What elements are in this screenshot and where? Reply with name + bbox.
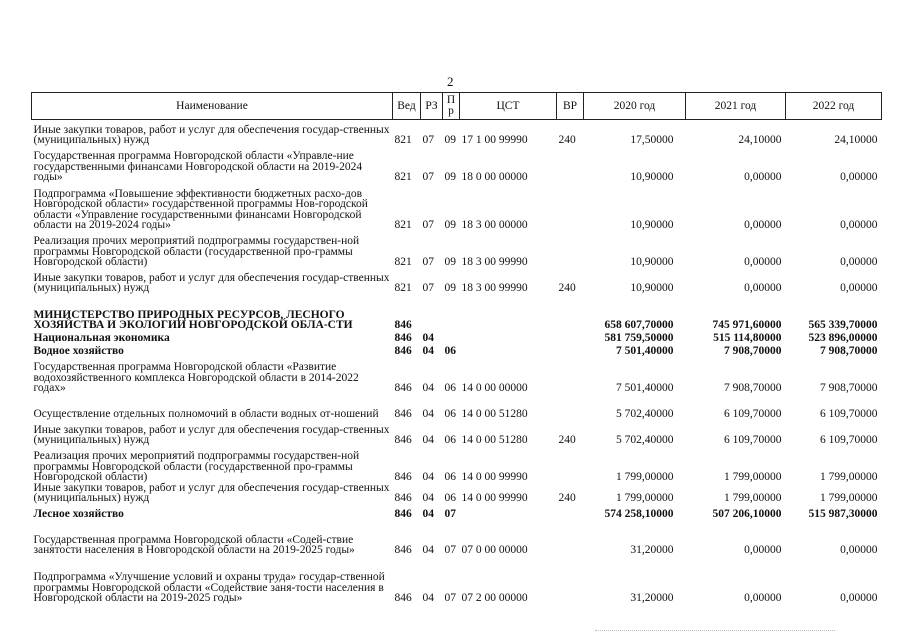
table-cell-ved: 846 <box>394 508 412 520</box>
header-2021: 2021 год <box>686 93 786 120</box>
table-cell-2020: 574 258,10000 <box>604 508 674 520</box>
table-header-row <box>32 93 882 120</box>
table-cell-cst <box>460 504 557 520</box>
table-cell-2022: 6 109,70000 <box>820 408 878 420</box>
table-cell-2020: 31,20000 <box>630 544 674 556</box>
table-cell-vr: 240 <box>558 434 576 446</box>
table-cell-2021: 0,00000 <box>744 171 782 183</box>
table-cell-cst: 14 0 00 00000 <box>461 382 528 394</box>
table-cell-pr: 09 <box>444 171 456 183</box>
table-cell-2022: 523 896,00000 <box>808 332 878 344</box>
table-cell-2022: 0,00000 <box>840 171 878 183</box>
table-cell-2020: 5 702,40000 <box>616 434 674 446</box>
table-cell-name: Государственная программа Новгородской области «Управле-ние государственными финансами Новгородской области на 2019-2024 годы» <box>33 150 363 183</box>
table-row <box>32 331 882 344</box>
table-cell-name: Лесное хозяйство <box>33 508 124 520</box>
table-cell-vr <box>557 357 584 394</box>
table-cell-ved: 821 <box>394 219 412 231</box>
table-cell-2022: 24,10000 <box>834 134 878 146</box>
table-cell-2020: 31,20000 <box>630 592 674 604</box>
header-2022: 2022 год <box>786 93 882 120</box>
table-cell-ved: 846 <box>394 592 412 604</box>
header-ved: Вед <box>393 93 421 120</box>
table-row <box>32 446 882 483</box>
table-cell-rz: 07 <box>422 219 434 231</box>
table-cell-2020: 5 702,40000 <box>616 408 674 420</box>
table-cell-vr <box>557 394 584 420</box>
table-cell-2021: 24,10000 <box>738 134 782 146</box>
table-cell-2020: 581 759,50000 <box>604 332 674 344</box>
table-cell-rz: 04 <box>422 508 434 520</box>
table-cell-vr: 240 <box>558 282 576 294</box>
table-cell-cst: 14 0 00 51280 <box>461 434 528 446</box>
header-name: Наименование <box>32 93 393 120</box>
table-cell-pr: 06 <box>444 408 456 420</box>
table-cell-rz: 07 <box>422 256 434 268</box>
table-cell-ved: 846 <box>394 332 412 344</box>
table-cell-rz: 07 <box>422 171 434 183</box>
table-cell-cst <box>460 294 557 331</box>
table-cell-name: Национальная экономика <box>33 332 170 344</box>
table-cell-ved: 846 <box>394 492 412 504</box>
header-cst: ЦСТ <box>460 93 557 120</box>
table-cell-ved: 821 <box>394 134 412 146</box>
table-cell-2021: 0,00000 <box>744 219 782 231</box>
table-row <box>32 504 882 520</box>
table-cell-2020: 1 799,00000 <box>616 492 674 504</box>
table-cell-name: Реализация прочих мероприятий подпрограммы государствен-ной программы Новгородской области (государственной про-граммы Новгородской области) <box>33 235 360 268</box>
table-cell-rz: 04 <box>422 382 434 394</box>
table-cell-pr: 06 <box>444 492 456 504</box>
table-cell-name: Иные закупки товаров, работ и услуг для обеспечения государ-ственных (муниципальных) нужд <box>33 423 390 446</box>
table-cell-vr <box>557 446 584 483</box>
page-number: 2 <box>447 74 454 89</box>
table-cell-name: Иные закупки товаров, работ и услуг для обеспечения государ-ственных (муниципальных) нужд <box>33 123 390 146</box>
table-cell-ved: 846 <box>394 382 412 394</box>
table-cell-cst: 14 0 00 51280 <box>461 408 528 420</box>
table-cell-rz: 04 <box>422 332 434 344</box>
table-cell-rz: 04 <box>422 408 434 420</box>
table-cell-ved: 846 <box>394 471 412 483</box>
table-cell-2021: 0,00000 <box>744 256 782 268</box>
table-cell-vr <box>557 331 584 344</box>
table-cell-name: Иные закупки товаров, работ и услуг для обеспечения государ-ственных (муниципальных) нужд <box>33 481 390 504</box>
table-cell-rz: 04 <box>422 471 434 483</box>
table-row <box>32 120 882 146</box>
table-cell-cst <box>460 331 557 344</box>
table-cell-vr: 240 <box>558 134 576 146</box>
table-cell-vr <box>557 183 584 231</box>
table-cell-2021: 515 114,80000 <box>713 332 782 344</box>
table-row <box>32 520 882 556</box>
table-cell-ved: 846 <box>394 345 412 357</box>
table-row <box>32 268 882 294</box>
table-cell-2020: 10,90000 <box>630 171 674 183</box>
table-cell-2021: 745 971,60000 <box>712 319 782 331</box>
table-cell-vr <box>557 556 584 604</box>
table-cell-cst: 07 2 00 00000 <box>461 592 528 604</box>
table-cell-cst: 14 0 00 99990 <box>461 471 528 483</box>
table-cell-ved: 821 <box>394 171 412 183</box>
table-cell-cst: 14 0 00 99990 <box>461 492 528 504</box>
table-row <box>32 357 882 394</box>
table-cell-ved: 846 <box>394 408 412 420</box>
table-cell-rz: 04 <box>422 492 434 504</box>
table-cell-ved: 846 <box>394 434 412 446</box>
table-cell-2021: 0,00000 <box>744 282 782 294</box>
table-cell-cst <box>460 344 557 357</box>
header-pr <box>443 93 460 120</box>
table-cell-2020: 7 501,40000 <box>616 345 674 357</box>
table-cell-pr <box>443 294 460 331</box>
table-cell-2022: 1 799,00000 <box>820 471 878 483</box>
table-row <box>32 294 882 331</box>
table-cell-pr: 06 <box>444 345 456 357</box>
table-cell-2022: 0,00000 <box>840 219 878 231</box>
table-row <box>32 394 882 420</box>
table-cell-2022: 565 339,70000 <box>808 319 878 331</box>
table-cell-rz: 07 <box>422 282 434 294</box>
table-cell-cst: 07 0 00 00000 <box>461 544 528 556</box>
table-cell-vr <box>557 231 584 268</box>
table-cell-ved: 821 <box>394 282 412 294</box>
table-cell-name: Иные закупки товаров, работ и услуг для обеспечения государ-ственных (муниципальных) нужд <box>33 271 390 294</box>
table-cell-rz: 04 <box>422 345 434 357</box>
table-cell-cst: 17 1 00 99990 <box>461 134 528 146</box>
table-cell-2020: 10,90000 <box>630 282 674 294</box>
header-vr: ВР <box>557 93 584 120</box>
table-cell-pr: 09 <box>444 219 456 231</box>
table-cell-cst: 18 3 00 99990 <box>461 282 528 294</box>
scan-artifact <box>595 630 835 634</box>
table-cell-vr: 240 <box>558 492 576 504</box>
table-cell-2022: 1 799,00000 <box>820 492 878 504</box>
table-cell-pr: 07 <box>444 544 456 556</box>
table-cell-2021: 1 799,00000 <box>724 492 782 504</box>
table-cell-rz: 04 <box>422 544 434 556</box>
table-cell-pr: 06 <box>444 434 456 446</box>
table-cell-2020: 7 501,40000 <box>616 382 674 394</box>
table-cell-2021: 0,00000 <box>744 544 782 556</box>
table-cell-ved: 821 <box>394 256 412 268</box>
header-2020: 2020 год <box>584 93 686 120</box>
header-rz: РЗ <box>421 93 443 120</box>
table-cell-pr: 09 <box>444 282 456 294</box>
table-row <box>32 483 882 504</box>
table-cell-2020: 658 607,70000 <box>604 319 674 331</box>
table-cell-2021: 1 799,00000 <box>724 471 782 483</box>
table-cell-2021: 6 109,70000 <box>724 408 782 420</box>
table-row <box>32 344 882 357</box>
table-cell-name: Государственная программа Новгородской области «Содей-ствие занятости населения в Новгородской области на 2019-2025 годы» <box>33 533 355 556</box>
table-cell-name: Государственная программа Новгородской области «Развитие водохозяйственного комплекса Новгородской области в 2014-2022 годах» <box>33 361 359 394</box>
table-cell-name: Подпрограмма «Улучшение условий и охраны труда» государ-ственной программы Новгородской области «Содействие заня-тости населения в Новгородской области на 2019-2025 годы» <box>33 571 385 604</box>
table-row <box>32 556 882 604</box>
table-cell-pr: 09 <box>444 134 456 146</box>
table-cell-rz: 04 <box>422 592 434 604</box>
table-cell-ved: 846 <box>394 544 412 556</box>
table-cell-vr <box>557 146 584 183</box>
table-cell-vr <box>557 504 584 520</box>
table-cell-vr <box>557 294 584 331</box>
table-row <box>32 183 882 231</box>
table-cell-name: Подпрограмма «Повышение эффективности бюджетных расхо-дов Новгородской области» государственной программы Нов-городской области «Управление государственными финансами Новгородской области на 2019-2024 годы» <box>33 187 368 231</box>
table-cell-pr: 06 <box>444 471 456 483</box>
table-cell-cst: 18 3 00 99990 <box>461 256 528 268</box>
header-pr-top: П <box>446 94 456 106</box>
table-cell-pr: 07 <box>444 508 456 520</box>
table-cell-rz: 07 <box>422 134 434 146</box>
table-cell-2022: 515 987,30000 <box>808 508 878 520</box>
table-cell-pr: 09 <box>444 256 456 268</box>
table-cell-2022: 7 908,70000 <box>820 345 878 357</box>
table-cell-name: Реализация прочих мероприятий подпрограммы государствен-ной программы Новгородской области (государственной про-граммы Новгородской области) <box>33 450 360 483</box>
table-cell-2022: 6 109,70000 <box>820 434 878 446</box>
table-cell-2022: 0,00000 <box>840 544 878 556</box>
table-cell-2021: 507 206,10000 <box>712 508 782 520</box>
table-cell-2022: 7 908,70000 <box>820 382 878 394</box>
table-cell-ved: 846 <box>394 319 412 331</box>
table-row <box>32 146 882 183</box>
table-cell-2020: 10,90000 <box>630 256 674 268</box>
budget-table <box>31 92 882 604</box>
table-cell-cst: 18 0 00 00000 <box>461 171 528 183</box>
table-cell-2022: 0,00000 <box>840 282 878 294</box>
table-cell-2020: 17,50000 <box>630 134 674 146</box>
header-pr-bottom: р <box>448 105 454 117</box>
table-cell-2021: 6 109,70000 <box>724 434 782 446</box>
table-cell-vr <box>557 344 584 357</box>
table-cell-2020: 10,90000 <box>630 219 674 231</box>
table-row <box>32 420 882 446</box>
table-cell-pr: 07 <box>444 592 456 604</box>
table-cell-2021: 7 908,70000 <box>724 382 782 394</box>
table-cell-rz: 04 <box>422 434 434 446</box>
table-cell-name: МИНИСТЕРСТВО ПРИРОДНЫХ РЕСУРСОВ, ЛЕСНОГО ХОЗЯЙСТВА И ЭКОЛОГИИ НОВГОРОДСКОЙ ОБЛА-СТИ <box>33 308 353 331</box>
table-cell-pr <box>443 331 460 344</box>
table-cell-2021: 0,00000 <box>744 592 782 604</box>
table-cell-2022: 0,00000 <box>840 592 878 604</box>
table-cell-name: Водное хозяйство <box>33 345 124 357</box>
table-cell-cst: 18 3 00 00000 <box>461 219 528 231</box>
table-cell-2020: 1 799,00000 <box>616 471 674 483</box>
table-cell-name: Осуществление отдельных полномочий в области водных от-ношений <box>33 408 379 420</box>
table-cell-pr: 06 <box>444 382 456 394</box>
table-cell-rz <box>421 294 443 331</box>
table-cell-2021: 7 908,70000 <box>724 345 782 357</box>
table-cell-vr <box>557 520 584 556</box>
table-row <box>32 231 882 268</box>
table-cell-2022: 0,00000 <box>840 256 878 268</box>
